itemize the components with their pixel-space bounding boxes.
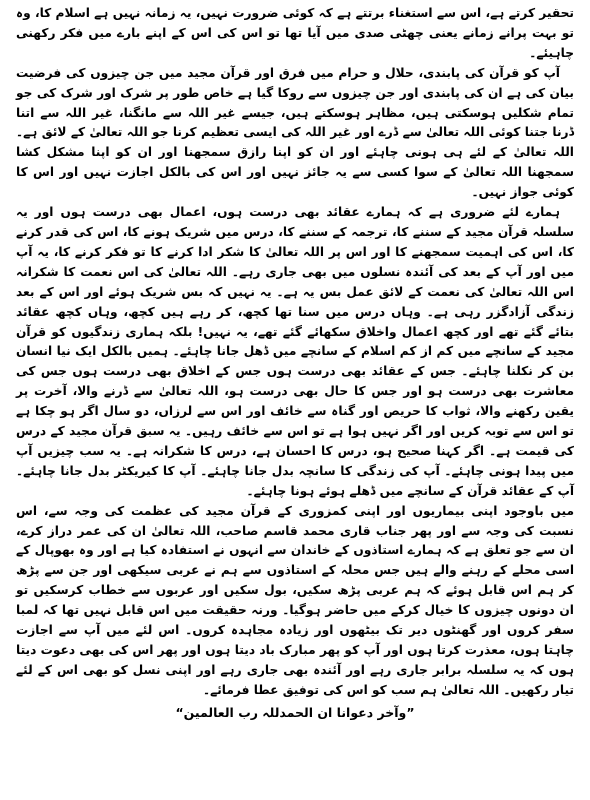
paragraph-4: میں باوجود اپنی بیماریوں اور اپنی کمزوری کے قرآن مجید کی عظمت کی وجہ سے، اس نسبت کی وجہ سے اور پھر جناب قاری محمد قاسم صاحب، اللہ تعالیٰ ان کی عمر دراز کرے، ان سے جو تعلق ہے کہ ہمارے استاذوں کے خاندان سے انہوں نے استفادہ کیا ہے اور وہ بھوپال کے اسی محلے کے رہنے والے ہیں جس محلہ کے استاذوں سے ہم نے عربی سیکھی اور جن سے پڑھ کر ہم اس قابل ہوئے کہ ہم عربی پڑھ سکیں، بول سکیں اور عربوں سے خطاب کرسکیں تو ان دونوں چیزوں کا خیال کرکے میں حاضر ہوگیا۔ ورنہ حقیقت میں اس قابل نہیں تھا کہ لمبا سفر کروں اور گھنٹوں دیر تک بیٹھوں اور زیادہ مجاہدہ کروں۔ اس لئے میں آپ سے اجازت چاہتا ہوں، معذرت کرتا ہوں اور آپ کو پھر مبارک باد دیتا ہوں اور پھر اس کی بھی دعوت دیتا ہوں کہ یہ سلسلہ برابر جاری رہے اور آئندہ بھی جاری رہے اور اپنی نسل کو بھی اس کے لئے تیار رکھیں۔ اللہ تعالیٰ ہم سب کو اس کی توفیق عطا فرمائے۔ xyxy=(16,503,574,697)
paragraph-3: ہمارے لئے ضروری ہے کہ ہمارے عقائد بھی درست ہوں، اعمال بھی درست ہوں اور یہ سلسلہ قرآن مجید کے سننے کا، ترجمہ کے سننے کا، درس میں شریک ہونے کا، اس کی قدر کرنے کا، اس کی اہمیت سمجھنے کا اور اس پر اللہ تعالیٰ کا شکر ادا کرنے کا تو فکر کرنے کا، یہ آپ میں اور آپ کے بعد کی آئندہ نسلوں میں بھی جاری رہے۔ اللہ تعالیٰ کی اس نعمت کا شکرانہ اس اللہ تعالیٰ کی نعمت کے لائق عمل بس یہ ہے۔ یہ نہیں کہ بس شریک ہوئے اور اس کے بعد زندگی آزادگزر رہی ہے۔ وہاں درس میں سنا تھا کچھ، کر رہے ہیں کچھ، وہاں کچھ عقائد بتائے گئے تھے اور کچھ اعمال واخلاق سکھائے گئے تھے، یہ نہیں! بلکہ ہماری زندگیوں کو قرآن مجید کے سانچے میں کم از کم اسلام کے سانچے میں ڈھل جانا چاہئے۔ ہمیں بالکل ایک نیا انسان بن کر نکلنا چاہئے۔ جس کے عقائد بھی درست ہوں جس کے اخلاق بھی درست ہوں جس کی معاشرت بھی درست ہو اور جس کا حال بھی درست ہو، اللہ تعالیٰ سے ڈرنے والا، آخرت پر یقین رکھنے والا، ثواب کا حریص اور گناہ سے خائف اور اس سے لرزاں، دو سال اگر ہو چکا ہے تو اس سے توبہ کریں اور اگر نہیں ہوا ہے تو اس سے خائف رہیں۔ یہ سبق قرآن مجید کے درس کی قیمت ہے۔ اگر کہنا صحیح ہو، درس کا احسان ہے، درس کا شکرانہ ہے۔ یہ سب چیزیں آپ میں پیدا ہونی چاہئے۔ آپ کی زندگی کا سانچہ بدل جانا چاہئے۔ آپ کا کیریکٹر بدل جانا چاہئے۔ آپ کے عقائد قرآن کے سانچے میں ڈھلے ہوئے ہونا چاہئے۔ xyxy=(16,205,574,498)
closing-dua: ”وآخر دعوانا ان الحمدللہ رب العالمین“ xyxy=(175,704,415,720)
paragraph-2: آپ کو قرآن کی پابندی، حلال و حرام میں فرق اور قرآن مجید میں جن چیزوں کی فرضیت بیان کی ہے ان کی پابندی اور جن چیزوں سے روکا گیا ہے خاص طور پر شرک اور شرک کی جو تمام شکلیں ہوسکتی ہیں، مظاہر ہوسکتے ہیں، جیسے غیر اللہ سے مانگنا، غیر اللہ سے اتنا ڈرنا جتنا کوئی اللہ تعالیٰ سے ڈرے اور غیر اللہ کی ایسی تعظیم کرنا جو اللہ تعالیٰ کے لائق ہے۔ اللہ تعالیٰ کے لئے ہی ہونی چاہئے اور ان کو اپنا رازق سمجھنا اور ان کو اپنا مشکل کشا سمجھنا اللہ تعالیٰ کے سوا کسی سے یہ جائز نہیں اور اس کی بالکل اجازت نہیں اور اس کا کوئی جواز نہیں۔ xyxy=(16,65,574,200)
paragraph-1: تحقیر کرتے ہے، اس سے استغناء برتتے ہے کہ کوئی ضرورت نہیں، یہ زمانہ نہیں ہے اسلام کا، وہ تو بہت پرانے زمانے یعنی چھٹی صدی میں آیا تھا تو اس کی اس کے اپنے بارے میں فکر رکھنی چاہیئے۔ xyxy=(16,6,574,60)
